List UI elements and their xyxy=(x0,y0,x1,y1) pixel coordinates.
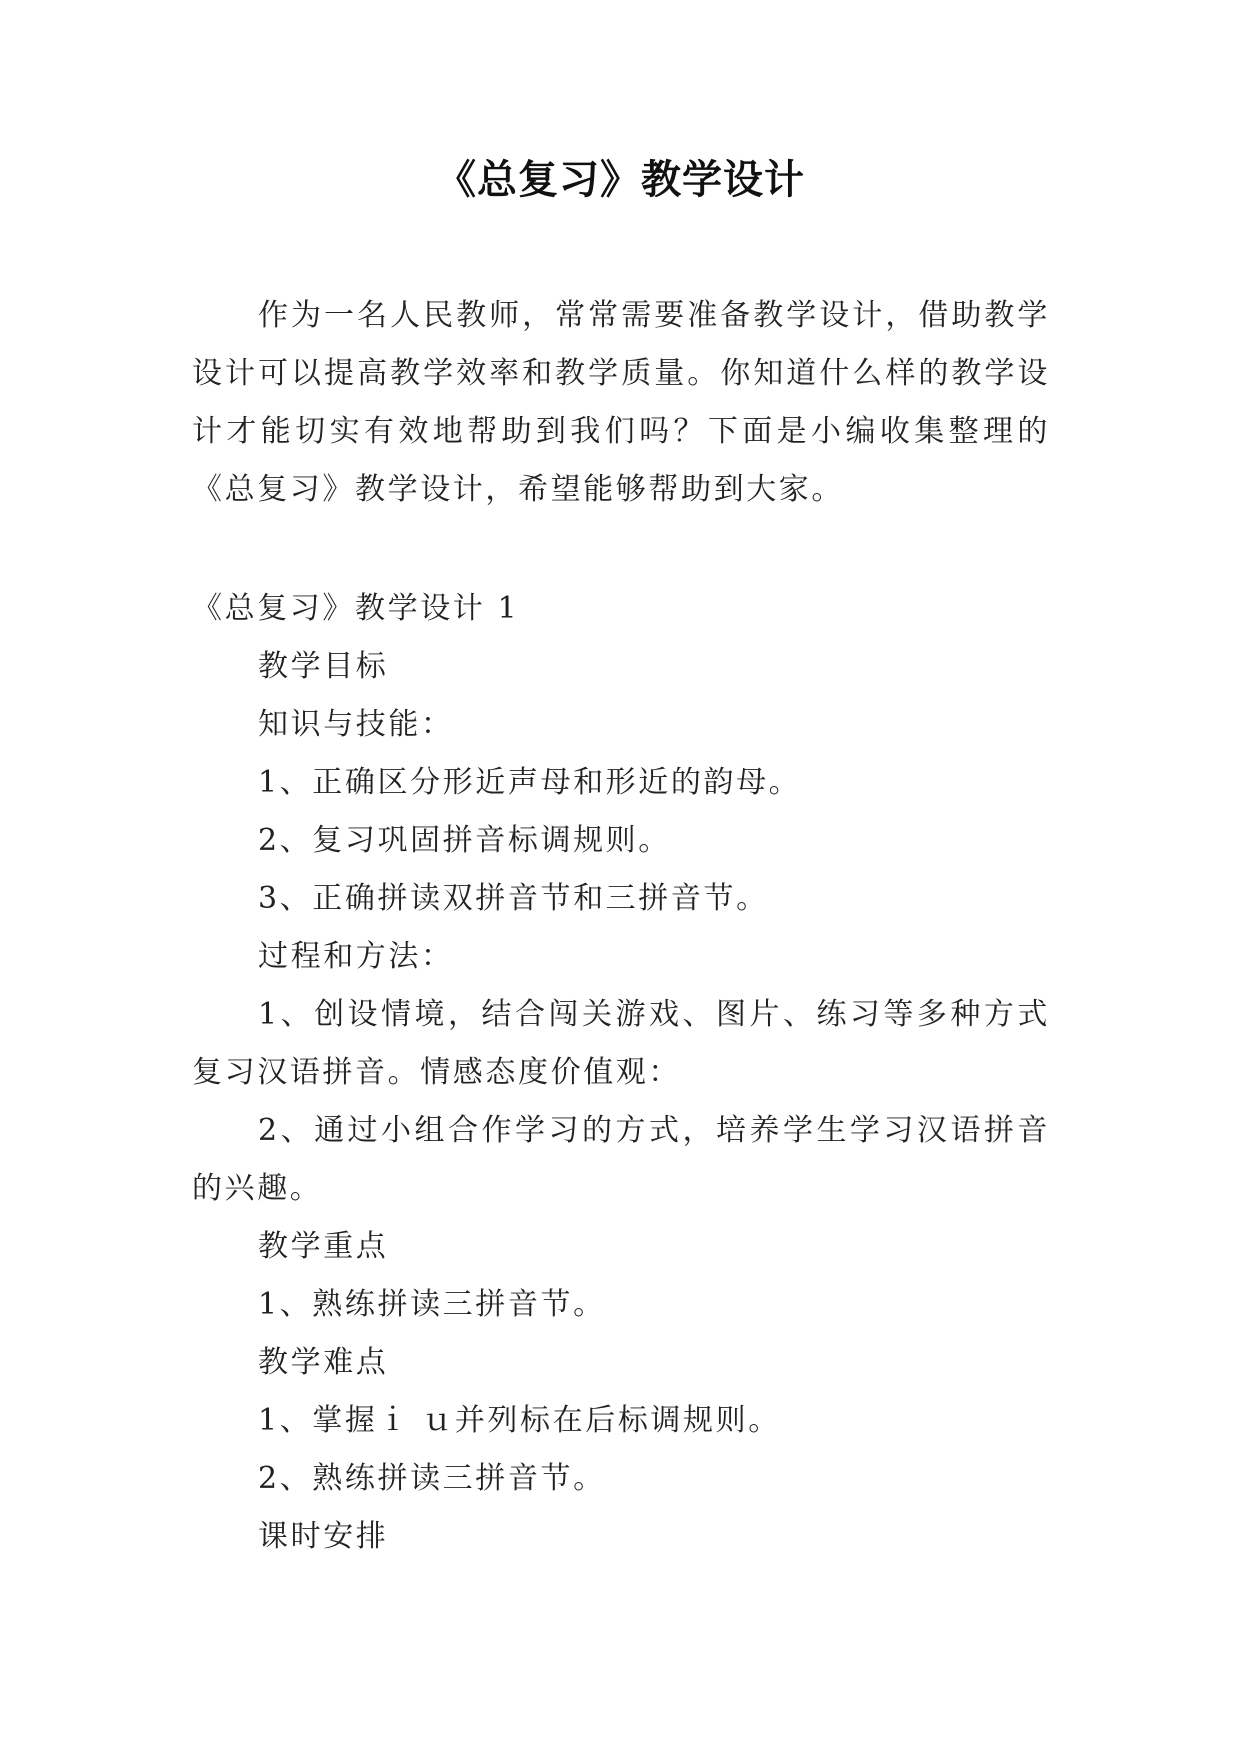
paragraph-knowledge-skills: 知识与技能： xyxy=(258,707,454,742)
section-heading: 《总复习》教学设计 1 xyxy=(192,591,520,626)
document-body xyxy=(192,580,1050,1566)
paragraph-schedule: 课时安排 xyxy=(258,1519,389,1554)
list-item: 1、创设情境，结合闯关游戏、图片、练习等多种方式复习汉语拼音。情感态度价值观： xyxy=(192,997,1050,1090)
list-item: 1、熟练拼读三拼音节。 xyxy=(258,1287,606,1322)
paragraph-process-methods: 过程和方法： xyxy=(258,939,454,974)
list-item: 2、复习巩固拼音标调规则。 xyxy=(258,823,671,858)
list-item: 3、正确拼读双拼音节和三拼音节。 xyxy=(258,881,769,916)
paragraph-teaching-difficulty: 教学难点 xyxy=(258,1345,389,1380)
document-title: 《总复习》教学设计 xyxy=(436,157,805,203)
intro-paragraph: 作为一名人民教师，常常需要准备教学设计，借助教学设计可以提高教学效率和教学质量。你知道什么样的教学设计才能切实有效地帮助到我们吗？下面是小编收集整理的《总复习》教学设计，希望能够帮助到大家。 xyxy=(192,298,1050,507)
list-item: 1、正确区分形近声母和形近的韵母。 xyxy=(258,765,802,800)
list-item: 2、熟练拼读三拼音节。 xyxy=(258,1461,606,1496)
paragraph-teaching-goals: 教学目标 xyxy=(258,649,389,684)
list-item: 2、通过小组合作学习的方式，培养学生学习汉语拼音的兴趣。 xyxy=(192,1113,1050,1206)
paragraph-teaching-focus: 教学重点 xyxy=(258,1229,389,1264)
list-item: 1、掌握ｉ ｕ并列标在后标调规则。 xyxy=(258,1403,781,1438)
